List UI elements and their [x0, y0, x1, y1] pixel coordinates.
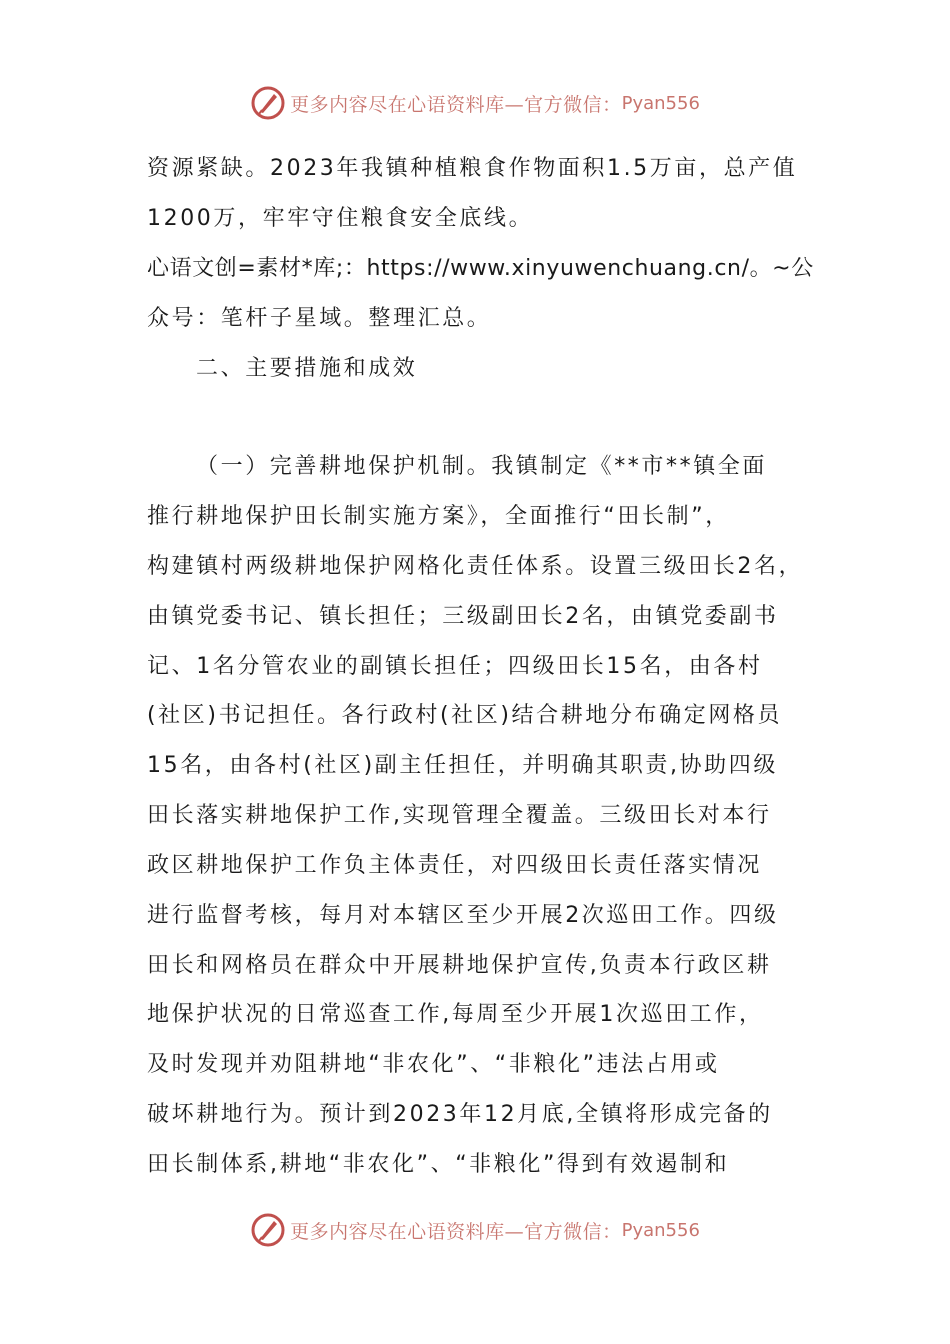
- text-line: 资源紧缺。2023年我镇种植粮食作物面积1.5万亩，总产值: [147, 156, 798, 181]
- text-line: （一）完善耕地保护机制。我镇制定《**市**镇全面: [196, 454, 768, 479]
- text-line: 田长和网格员在群众中开展耕地保护宣传,负责本行政区耕: [147, 953, 772, 978]
- text-line: 15名，由各村(社区)副主任担任，并明确其职责,协助四级: [147, 753, 778, 778]
- text-line: 由镇党委书记、镇长担任；三级副田长2名，由镇党委副书: [147, 604, 779, 629]
- text-line: 田长落实耕地保护工作,实现管理全覆盖。三级田长对本行: [147, 803, 772, 828]
- text-line: (社区)书记担任。各行政村(社区)结合耕地分布确定网格员: [147, 703, 783, 728]
- text-line: 心语文创=素材*库;：https://www.xinyuwenchuang.cn/。~公: [147, 256, 814, 281]
- header-watermark-banner: [0, 83, 950, 123]
- text-line: 地保护状况的日常巡查工作,每周至少开展1次巡田工作，: [147, 1002, 764, 1027]
- text-line: 记、1名分管农业的副镇长担任；四级田长15名，由各村: [147, 654, 763, 679]
- text-line: 破坏耕地行为。预计到2023年12月底,全镇将形成完备的: [147, 1102, 773, 1127]
- quill-pen-logo-icon: [250, 85, 286, 121]
- text-line: 众号：笔杆子星域。整理汇总。: [147, 306, 492, 331]
- text-line: 田长制体系,耕地“非农化”、“非粮化”得到有效遏制和: [147, 1152, 730, 1177]
- banner-wechat-id: Pyan556: [621, 1219, 700, 1241]
- text-line: 及时发现并劝阻耕地“非农化”、“非粮化”违法占用或: [147, 1052, 720, 1077]
- text-line: 1200万，牢牢守住粮食安全底线。: [147, 206, 534, 231]
- banner-text: 更多内容尽在心语资料库—官方微信：: [290, 1220, 622, 1243]
- footer-watermark-banner: [0, 1210, 950, 1250]
- text-line: 推行耕地保护田长制实施方案》，全面推行“田长制”，: [147, 504, 730, 529]
- text-line: 政区耕地保护工作负主体责任，对四级田长责任落实情况: [147, 853, 763, 878]
- text-line: 构建镇村两级耕地保护网格化责任体系。设置三级田长2名，: [147, 554, 804, 579]
- text-line: 进行监督考核，每月对本辖区至少开展2次巡田工作。四级: [147, 903, 779, 928]
- quill-pen-logo-icon: [250, 1212, 286, 1248]
- section-heading: 二、主要措施和成效: [196, 356, 418, 381]
- banner-wechat-id: Pyan556: [621, 92, 700, 114]
- banner-text: 更多内容尽在心语资料库—官方微信：: [290, 93, 622, 116]
